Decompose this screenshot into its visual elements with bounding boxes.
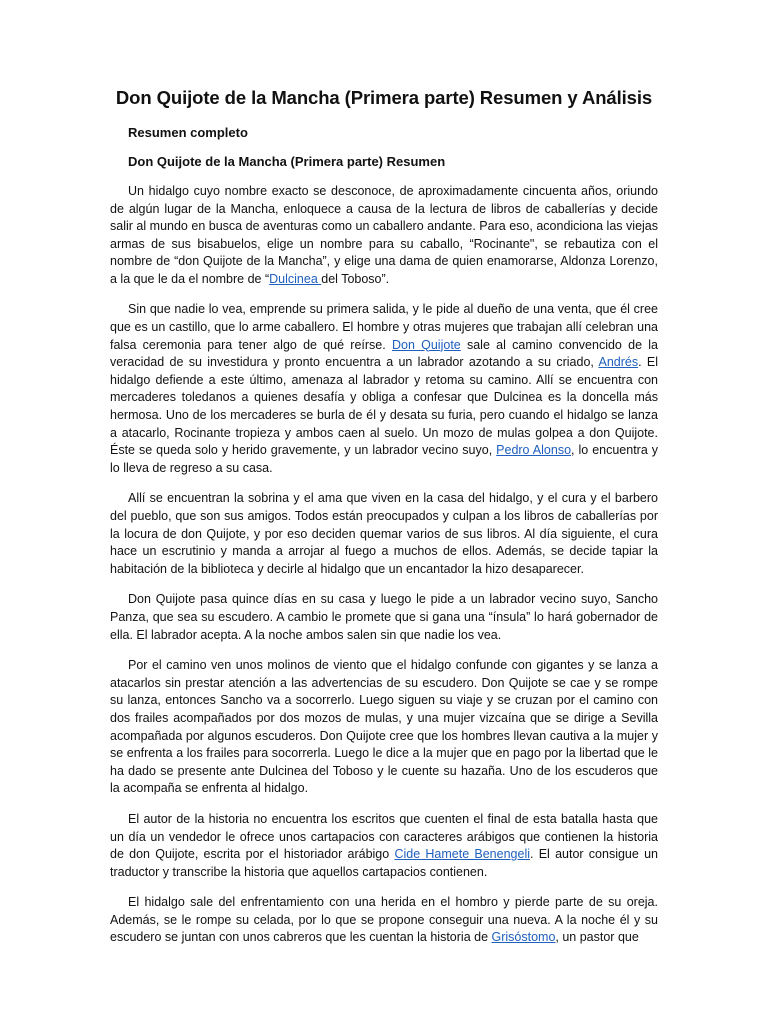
body-paragraph — [110, 490, 658, 578]
body-paragraph — [110, 591, 658, 644]
paragraph-text: , un pastor que — [555, 930, 639, 945]
character-link[interactable]: Pedro Alonso — [496, 443, 572, 458]
character-link[interactable]: Don Quijote — [391, 337, 461, 352]
subsection-heading: Don Quijote de la Mancha (Primera parte) Resumen — [128, 154, 446, 170]
body-paragraph — [110, 894, 658, 947]
body-paragraph — [110, 183, 658, 289]
body-paragraph — [110, 811, 658, 881]
paragraph-text: . El hidalgo defiende a este último, amenaza al labrador y retoma su camino. Allí se encuentra con mercaderes toledanos a quienes desafía y obliga a confesar que Dulcinea es la doncella más hermosa. Uno de los mercaderes se burla de él y desata su furia, pero cuando el hidalgo se lanza a atacarlo, Rocinante tropieza y ambos caen al suelo. Un mozo de mulas golpea a don Quijote. Éste se queda solo y herido gravemente, y un labrador vecino suyo, — [110, 355, 658, 458]
character-link[interactable]: Andrés — [598, 355, 639, 370]
paragraph-text: sale al camino convencido de la veracidad de su investidura y pronto encuentra a un labrador azotando a su criado, — [110, 337, 658, 370]
character-link[interactable]: Dulcinea — [269, 271, 322, 286]
paragraph-text: , lo encuentra y lo lleva de regreso a su casa. — [110, 443, 659, 475]
body-paragraph — [110, 657, 658, 798]
paragraph-text: El hidalgo sale del enfrentamiento con una herida en el hombro y pierde parte de su oreja. Además, se le rompe su celada, por lo que se propone conseguir una nueva. A la noche él y su escudero se juntan con unos cabreros que les cuentan la historia de — [110, 895, 658, 945]
paragraph-text: Don Quijote pasa quince días en su casa y luego le pide a un labrador vecino suyo, Sancho Panza, que sea su escudero. A cambio le promete que si gana una “ínsula” lo hará gobernador de ella. El labrador acepta. A la noche ambos salen sin que nadie los vea. — [110, 592, 658, 642]
paragraph-text: del Toboso”. — [321, 271, 390, 286]
paragraph-text: Allí se encuentran la sobrina y el ama que viven en la casa del hidalgo, y el cura y el barbero del pueblo, que son sus amigos. Todos están preocupados y culpan a los libros de caballerías por la locura de don Quijote, y por eso deciden quemar varios de sus libros. Al día siguiente, el cura hace un escrutinio y manda a arrojar al fuego a muchos de ellos. Además, se decide tapiar la habitación de la biblioteca y decirle al hidalgo que un encantador la hizo desaparecer. — [110, 491, 658, 576]
character-link[interactable]: Cide Hamete Benengeli — [394, 847, 530, 862]
paragraph-text: Sin que nadie lo vea, emprende su primera salida, y le pide al dueño de una venta, que él cree que es un castillo, que lo arme caballero. El hombre y otras mujeres que trabajan allí celebran una falsa ceremonia para tener algo de qué reírse. — [110, 302, 658, 352]
paragraph-text: . El autor consigue un traductor y transcribe la historia que aquellos cartapacios contienen. — [110, 847, 658, 879]
paragraph-text: El autor de la historia no encuentra los escritos que cuenten el final de esta batalla hasta que un día un vendedor le ofrece unos cartapacios con caracteres arábigos que contienen la historia de don Quijote, escrita por el historiador arábigo — [110, 811, 658, 862]
body-paragraph — [110, 301, 658, 477]
character-link[interactable]: Grisóstomo — [491, 930, 556, 945]
paragraph-text: Por el camino ven unos molinos de viento que el hidalgo confunde con gigantes y se lanza a atacarlos sin prestar atención a las advertencias de su escudero. Don Quijote se cae y se rompe su lanza, entonces Sancho va a socorrerlo. Luego siguen su viaje y se cruzan por el camino con dos frailes acompañados por dos mozos de mulas, y una mujer vizcaína que se dirige a Sevilla acompañada por algunos escuderos. Don Quijote cree que los hombres llevan cautiva a la mujer y se enfrenta a los frailes para socorrerla. Luego le dice a la mujer que en pago por la libertad que le ha dado se presente ante Dulcinea del Toboso y le cuente su hazaña. Uno de los escuderos que la acompaña se enfrenta al hidalgo. — [110, 658, 658, 796]
document-body — [110, 183, 658, 947]
document-title: Don Quijote de la Mancha (Primera parte) Resumen y Análisis — [115, 87, 653, 108]
paragraph-text: Un hidalgo cuyo nombre exacto se desconoce, de aproximadamente cincuenta años, oriundo de algún lugar de la Mancha, enloquece a causa de la lectura de libros de caballerías y decide salir al mundo en busca de aventuras como un caballero andante. Para eso, acondiciona las viejas armas de sus bisabuelos, elige un nombre para su caballo, “Rocinante", se rebautiza con el nombre de “don Quijote de la Mancha”, y elige una dama de quien enamorarse, Aldonza Lorenzo, a la que le da el nombre de “ — [110, 183, 658, 286]
section-heading: Resumen completo — [128, 125, 248, 141]
